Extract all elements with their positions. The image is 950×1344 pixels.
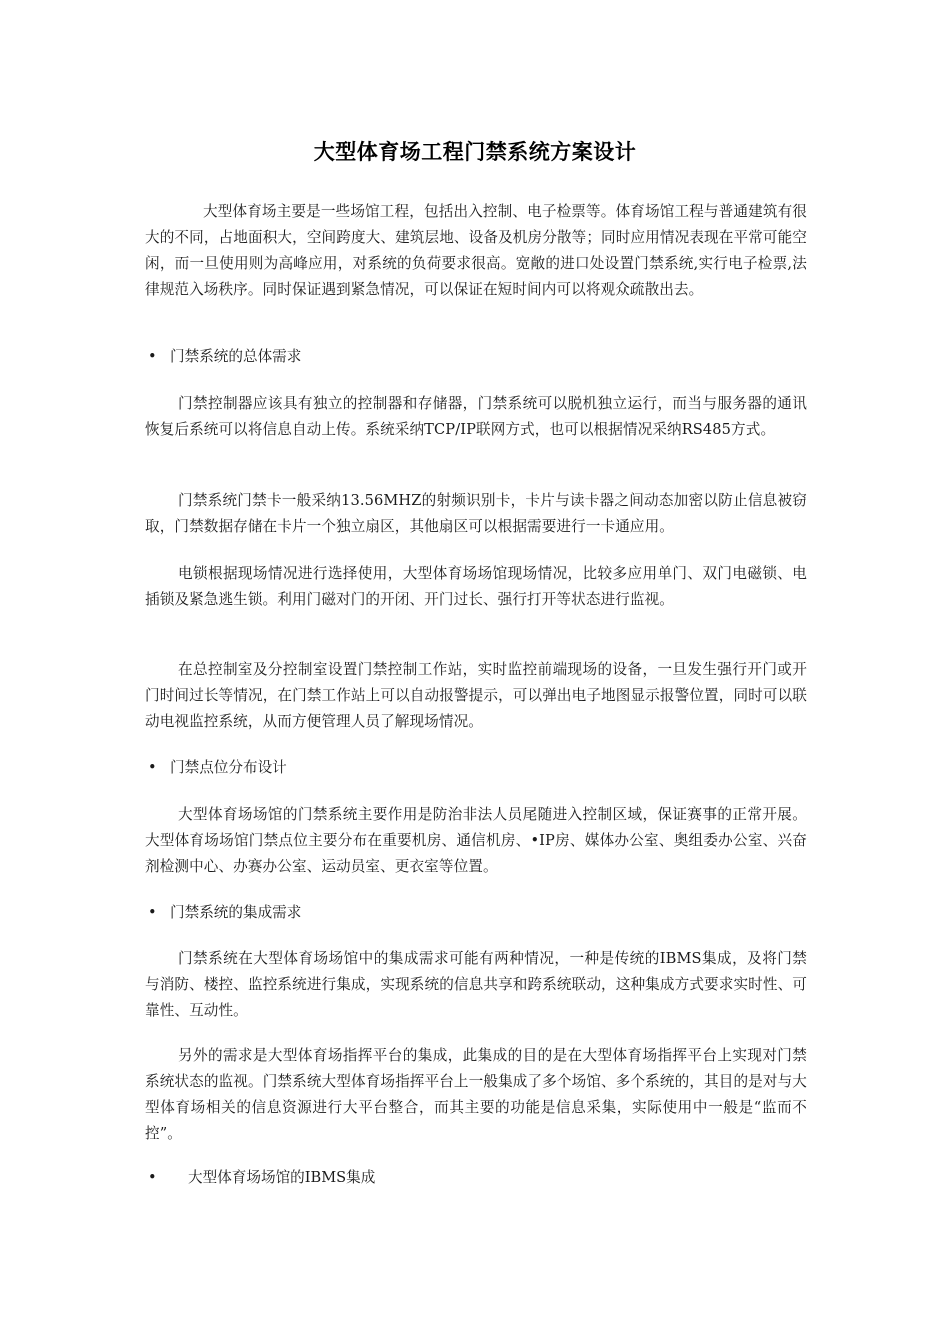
section1-paragraph-3: 电锁根据现场情况进行选择使用，大型体育场场馆现场情况，比较多应用单门、双门电磁锁、电插锁及紧急逃生锁。利用门磁对门的开闭、开门过长、强行打开等状态进行监视。 xyxy=(145,565,807,608)
bullet-icon: • xyxy=(148,759,157,776)
bullet-icon: • xyxy=(148,348,157,365)
section1-paragraph-4: 在总控制室及分控制室设置门禁控制工作站，实时监控前端现场的设备，一旦发生强行开门或开门时间过长等情况，在门禁工作站上可以自动报警提示，可以弹出电子地图显示报警位置，同时可以联动电视监控系统，从而方便管理人员了解现场情况。 xyxy=(145,661,807,730)
section-heading-integration-requirements xyxy=(148,900,301,926)
section-heading-text: 大型体育场场馆的IBMS集成 xyxy=(188,1169,376,1186)
bullet-icon: • xyxy=(148,904,157,921)
bullet-icon: • xyxy=(148,1169,157,1186)
section-heading-ibms-integration xyxy=(148,1165,375,1191)
section-heading-point-distribution xyxy=(148,755,287,781)
section-heading-text: 门禁系统的集成需求 xyxy=(170,904,302,921)
section1-paragraph-1: 门禁控制器应该具有独立的控制器和存储器，门禁系统可以脱机独立运行，而当与服务器的通讯恢复后系统可以将信息自动上传。系统采纳TCP/IP联网方式，也可以根据情况采纳RS485方式。 xyxy=(145,395,807,438)
document-title: 大型体育场工程门禁系统方案设计 xyxy=(313,140,637,164)
section-heading-overall-requirements xyxy=(148,344,301,370)
section3-paragraph-2: 另外的需求是大型体育场指挥平台的集成，此集成的目的是在大型体育场指挥平台上实现对门禁系统状态的监视。门禁系统大型体育场指挥平台上一般集成了多个场馆、多个系统的，其目的是对与大型体育场相关的信息资源进行大平台整合，而其主要的功能是信息采集，实际使用中一般是“监而不控”。 xyxy=(145,1047,807,1142)
intro-paragraph: 大型体育场主要是一些场馆工程，包括出入控制、电子检票等。体育场馆工程与普通建筑有很大的不同，占地面积大，空间跨度大、建筑层地、设备及机房分散等；同时应用情况表现在平常可能空闲，而一旦使用则为高峰应用，对系统的负荷要求很高。宽敞的进口处设置门禁系统,实行电子检票,法律规范入场秩序。同时保证遇到紧急情况，可以保证在短时间内可以将观众疏散出去。 xyxy=(145,203,807,298)
section2-paragraph-1: 大型体育场场馆的门禁系统主要作用是防治非法人员尾随进入控制区域，保证赛事的正常开展。大型体育场场馆门禁点位主要分布在重要机房、通信机房、•IP房、媒体办公室、奥组委办公室、兴奋剂检测中心、办赛办公室、运动员室、更衣室等位置。 xyxy=(145,806,807,875)
section3-paragraph-1: 门禁系统在大型体育场场馆中的集成需求可能有两种情况，一种是传统的IBMS集成，及将门禁与消防、楼控、监控系统进行集成，实现系统的信息共享和跨系统联动，这种集成方式要求实时性、可靠性、互动性。 xyxy=(145,950,807,1019)
section-heading-text: 门禁点位分布设计 xyxy=(170,759,287,776)
section1-paragraph-2: 门禁系统门禁卡一般采纳13.56MHZ的射频识别卡，卡片与读卡器之间动态加密以防止信息被窃取，门禁数据存储在卡片一个独立扇区，其他扇区可以根据需要进行一卡通应用。 xyxy=(145,492,807,535)
section-heading-text: 门禁系统的总体需求 xyxy=(170,348,302,365)
